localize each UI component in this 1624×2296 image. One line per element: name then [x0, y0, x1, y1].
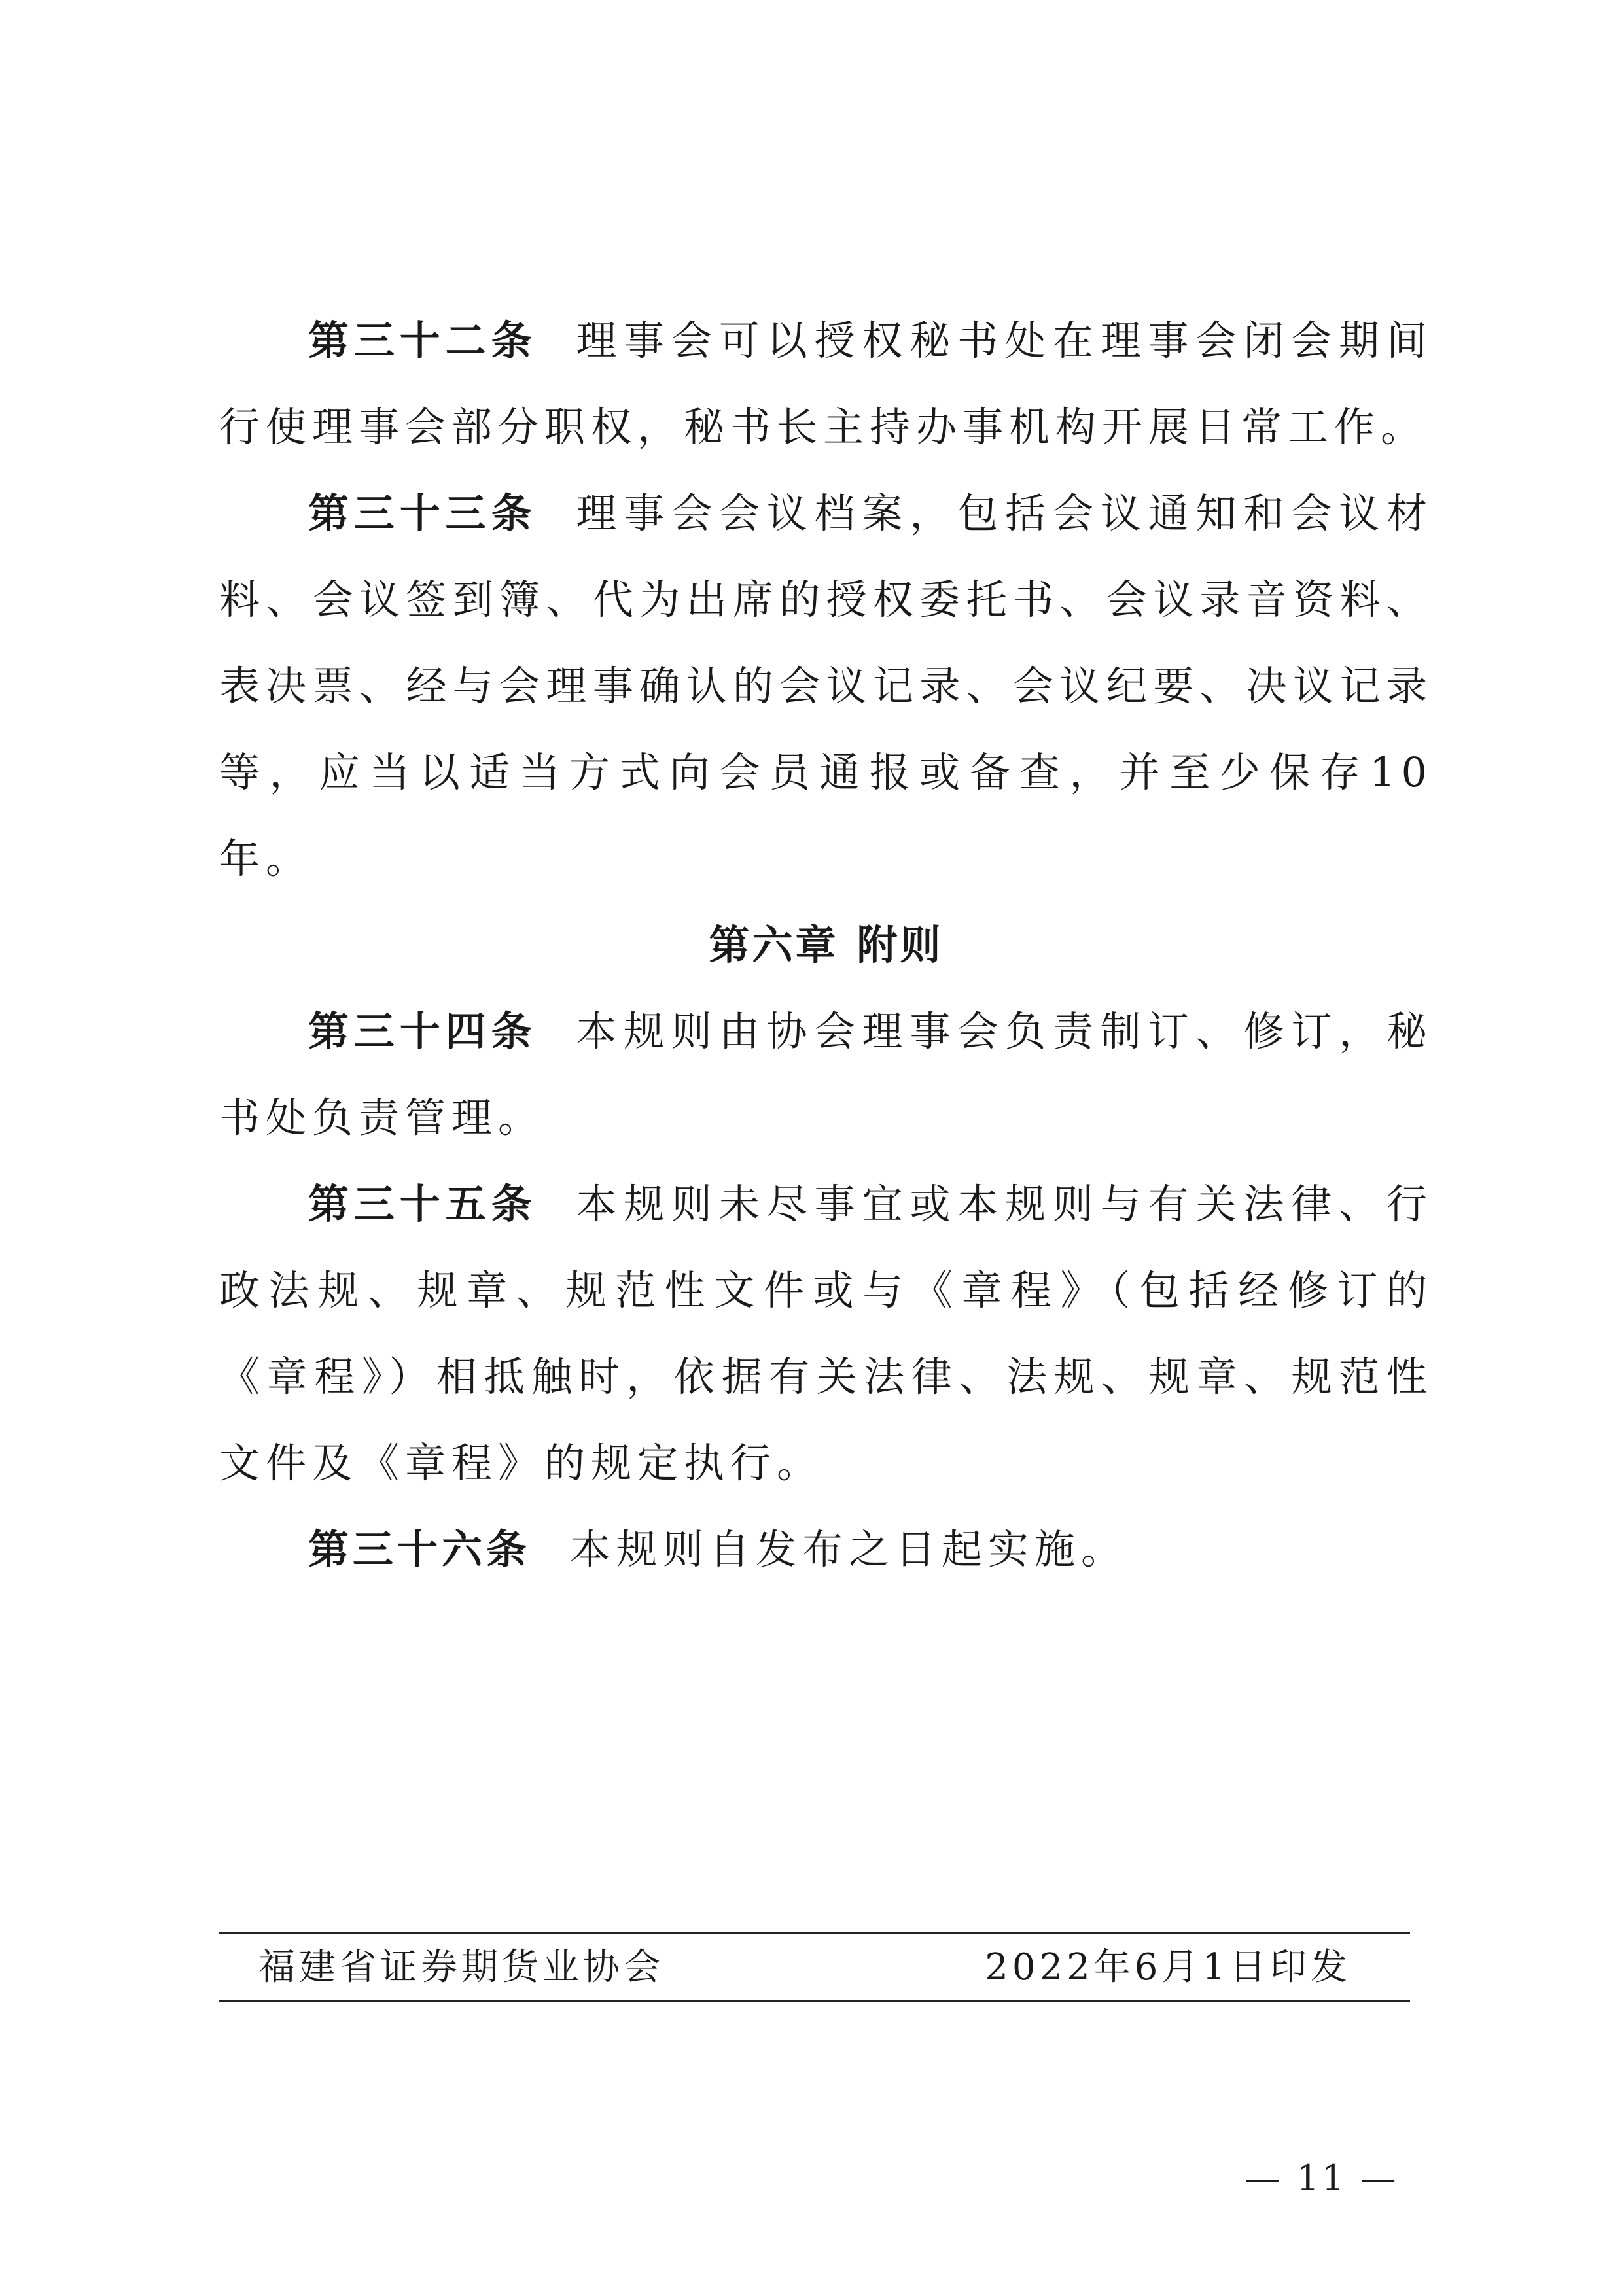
article-32 — [219, 298, 1433, 470]
footer-bottom-rule — [219, 2000, 1410, 2002]
issuer-name: 福建省证券期货业协会 — [258, 1946, 664, 1989]
document-body — [219, 298, 1433, 1593]
chapter-heading — [219, 902, 1433, 988]
article-text: 本规则自发布之日起实施。 — [570, 1525, 1128, 1573]
issuance-footer — [219, 1938, 1410, 1997]
article-heading: 第三十二条 — [308, 317, 537, 364]
issue-date: 2022年6月1日印发 — [985, 1946, 1351, 1989]
page-number: — 11 — — [1244, 2157, 1399, 2199]
article-text: 本规则未尽事宜或本规则与有关法律、行政法规、规章、规范性文件或与《章程》（包括经修订的《章程》）相抵触时，依据有关法律、法规、规章、规范性文件及《章程》的规定执行。 — [219, 1180, 1433, 1487]
article-35 — [219, 1161, 1433, 1506]
article-heading: 第三十四条 — [308, 1007, 537, 1055]
article-34 — [219, 988, 1433, 1161]
article-36 — [219, 1506, 1433, 1593]
article-heading: 第三十三条 — [308, 489, 537, 537]
footer-top-rule — [219, 1932, 1410, 1934]
article-text: 理事会会议档案，包括会议通知和会议材料、会议签到簿、代为出席的授权委托书、会议录音资料、表决票、经与会理事确认的会议记录、会议纪要、决议记录等，应当以适当方式向会员通报或备查，并至少保存10年。 — [219, 489, 1433, 882]
article-heading: 第三十五条 — [308, 1180, 537, 1228]
article-text: 本规则由协会理事会负责制订、修订，秘书处负责管理。 — [219, 1007, 1433, 1141]
article-33 — [219, 470, 1433, 902]
chapter-number: 第六章 — [709, 921, 839, 969]
article-heading: 第三十六条 — [308, 1525, 531, 1573]
chapter-title: 附则 — [856, 921, 944, 969]
article-text: 理事会可以授权秘书处在理事会闭会期间行使理事会部分职权，秘书长主持办事机构开展日常工作。 — [219, 317, 1433, 451]
